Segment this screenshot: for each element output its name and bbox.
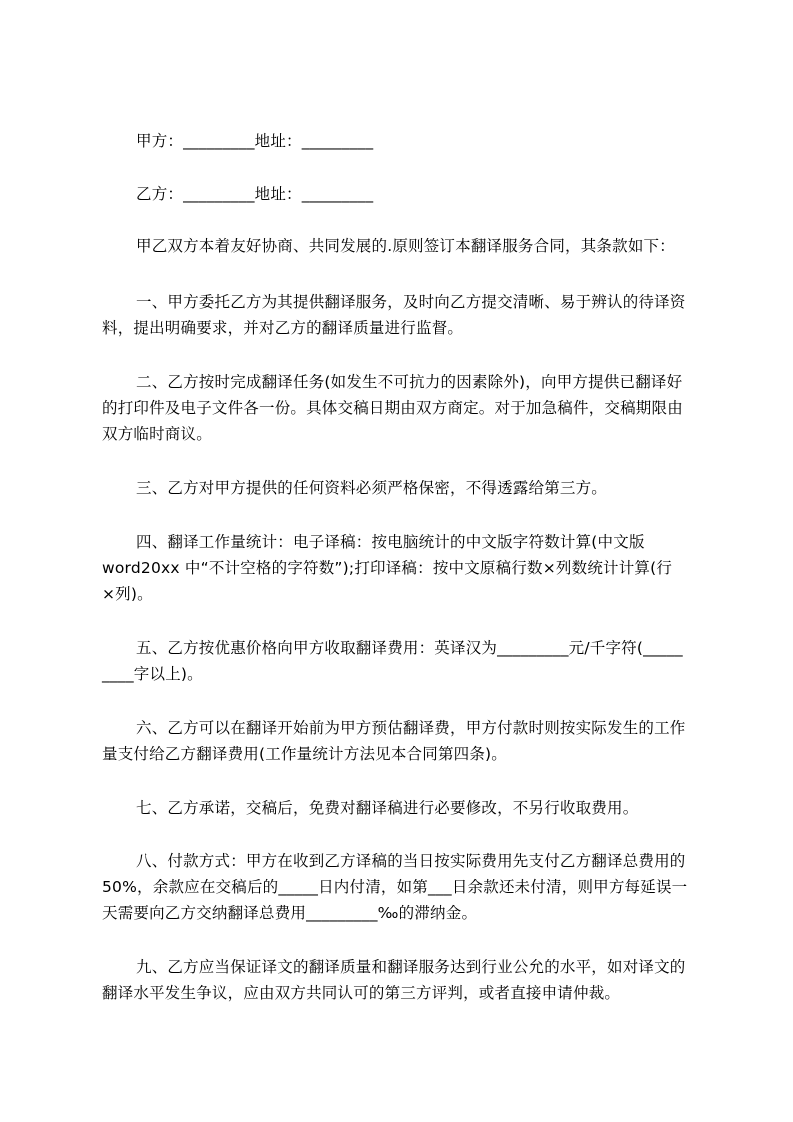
clause-4-line-3: ×列)。: [102, 585, 153, 603]
clause-7-line-1: 七、乙方承诺，交稿后，免费对翻译稿进行必要修改，不另行收取费用。: [136, 799, 639, 817]
clause-1-line-1: 一、甲方委托乙方为其提供翻译服务，及时向乙方提交清晰、易于辨认的待译资: [136, 293, 686, 311]
clause-9-line-2: 翻译水平发生争议，应由双方共同认可的第三方评判，或者直接申请仲裁。: [102, 984, 621, 1002]
clause-5-line-2: ____字以上)。: [102, 665, 203, 683]
clause-3-line-1: 三、乙方对甲方提供的任何资料必须严格保密，不得透露给第三方。: [136, 479, 608, 497]
party-b-line: 乙方：_________地址：_________: [136, 185, 374, 203]
clause-2-line-3: 双方临时商议。: [102, 425, 212, 443]
clause-2-line-1: 二、乙方按时完成翻译任务(如发生不可抗力的因素除外)，向甲方提供已翻译好: [136, 373, 683, 391]
clause-5-line-1: 五、乙方按优惠价格向甲方收取翻译费用：英译汉为_________元/千字符(_____: [136, 639, 683, 657]
clause-8-line-2: 50%，余款应在交稿后的_____日内付清，如第___日余款还未付清，则甲方每延误一: [102, 878, 688, 896]
preamble: 甲乙双方本着友好协商、共同发展的.原则签订本翻译服务合同，其条款如下：: [136, 237, 675, 255]
clause-4-line-1: 四、翻译工作量统计：电子译稿：按电脑统计的中文版字符数计算(中文版: [136, 533, 645, 551]
clause-4-line-2: word20xx 中“不计空格的字符数”);打印译稿：按中文原稿行数×列数统计计算(行: [102, 559, 673, 577]
clause-9-line-1: 九、乙方应当保证译文的翻译质量和翻译服务达到行业公允的水平，如对译文的: [136, 958, 686, 976]
clause-8-line-3: 天需要向乙方交纳翻译总费用_________‰的滞纳金。: [102, 904, 478, 922]
clause-2-line-2: 的打印件及电子文件各一份。具体交稿日期由双方商定。对于加急稿件，交稿期限由: [102, 399, 683, 417]
clause-8-line-1: 八、付款方式：甲方在收到乙方译稿的当日按实际费用先支付乙方翻译总费用的: [136, 852, 686, 870]
clause-6-line-2: 量支付给乙方翻译费用(工作量统计方法见本合同第四条)。: [102, 745, 507, 763]
party-a-line: 甲方：_________地址：_________: [136, 132, 374, 150]
clause-1-line-2: 料，提出明确要求，并对乙方的翻译质量进行监督。: [102, 319, 464, 337]
clause-6-line-1: 六、乙方可以在翻译开始前为甲方预估翻译费，甲方付款时则按实际发生的工作: [136, 719, 686, 737]
